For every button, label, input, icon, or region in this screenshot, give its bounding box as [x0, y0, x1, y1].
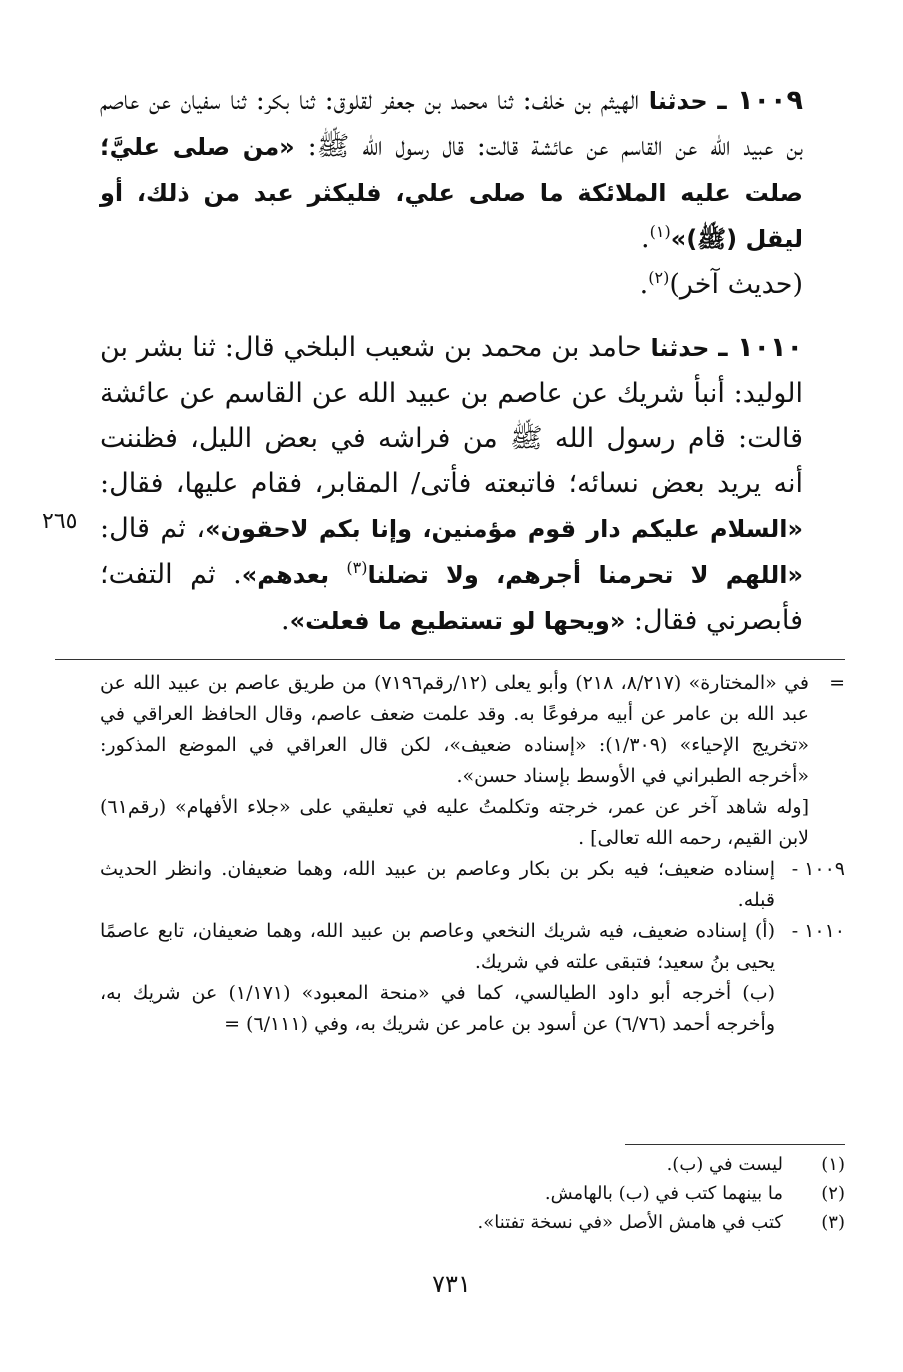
note-text: في «المختارة» (٨/٢١٧، ٢١٨) وأبو يعلى (١٢/رقم٧١٩٦) من طريق عاصم بن عبيد الله عن عبد الله بن عامر عن أبيه مرفوعًا به. وقد علمت ضعف عاصم، وقال الحافظ العراقي في «تخريج الإحياء» (١/٣٠٩): «إسناده ضعيف»، لكن قال العراقي في الموضع المذكور: «أخرجه الطبراني في الأوسط بإسناد حسن».	[100, 672, 809, 787]
narration-text: . ثم التفت؛ فأبصرني فقال:	[100, 559, 803, 636]
period: .	[281, 605, 290, 636]
footnote	[100, 1208, 845, 1237]
period: .	[641, 223, 650, 254]
narration-text: ، ثم قال:	[100, 513, 206, 544]
manuscript-page-marker: ٢٦٥	[42, 509, 78, 534]
hadith-quote: بعدهم»	[241, 561, 347, 589]
footnote	[100, 1179, 845, 1208]
note-label: ١٠١٠ -	[791, 920, 845, 942]
isnad-text: الهيثم بن خلف: ثنا محمد بن جعفر لقلوق: ثنا بكر: ثنا سفيان عن عاصم بن عبيد الله عن القاسم عن عائشة قالت: قال رسول الله ﷺ:	[100, 85, 804, 162]
note-label: ١٠٠٩ -	[791, 858, 845, 880]
hadith-quote: «ويحها لو تستطيع ما فعلت»	[289, 607, 626, 635]
footnote-number: (١)	[821, 1154, 845, 1175]
footnote-ref: (٣)	[346, 558, 368, 577]
footnote-text: كتب في هامش الأصل «في نسخة تفتنا».	[477, 1212, 783, 1233]
notes-divider	[55, 659, 845, 660]
note-1009	[100, 854, 845, 916]
period: .	[639, 269, 649, 300]
isnad-text: حامد بن محمد بن شعيب البلخي قال: ثنا بشر بن الوليد: أنبأ شريك عن عاصم بن عبيد الله عن القاسم عن عائشة قالت: قام رسول الله ﷺ من فراشه في بعض الليل، فظننت أنه يريد بعض نسائه؛ فاتبعته فأتى/ المقابر، فقام عليها، فقال:	[100, 332, 803, 499]
page-number: ٧٣١	[432, 1270, 471, 1298]
hadith-quote: «السلام عليكم دار قوم مؤمنين، وإنا بكم لاحقون»	[205, 515, 803, 543]
footnote-ref: (١)	[649, 222, 671, 241]
hadith-number: ١٠٠٩ ـ	[717, 85, 803, 116]
note-text: إسناده ضعيف؛ فيه بكر بن بكار وعاصم بن عبيد الله، وهما ضعيفان. وانظر الحديث قبله.	[100, 858, 775, 911]
continued-note	[100, 668, 845, 792]
footnote-number: (٢)	[821, 1183, 845, 1204]
footnote	[100, 1150, 845, 1179]
note-1010	[100, 916, 845, 978]
haddathana: حدثنا	[648, 87, 708, 115]
continuation-marker: =	[829, 672, 845, 694]
note-text: (أ) إسناده ضعيف، فيه شريك النخعي وعاصم بن عبيد الله، وهما ضعيفان، تابع عاصمًا يحيى بنُ سعيد؛ فتبقى علته في شريك.	[100, 920, 775, 973]
footnote-text: ما بينهما كتب في (ب) بالهامش.	[544, 1183, 783, 1204]
hadith-quote: «من صلى عليَّ؛ صلت عليه الملائكة ما صلى علي، فليكثر عبد من ذلك، أو ليقل (ﷺ)»	[100, 133, 803, 253]
main-text	[100, 78, 845, 644]
other-hadith-line	[100, 262, 845, 307]
footnotes-divider	[625, 1144, 845, 1145]
footnote-number: (٣)	[821, 1212, 845, 1233]
footnote-ref: (٢)	[648, 268, 670, 287]
hadith-number: ١٠١٠ ـ	[718, 332, 803, 363]
haddathana: حدثنا	[650, 334, 710, 362]
other-hadith: (حديث آخر)	[669, 269, 803, 300]
hadith-1009	[100, 78, 845, 262]
note-text: (ب) أخرجه أبو داود الطيالسي، كما في «منحة المعبود» (١/١٧١) عن شريك به، وأخرجه أحمد (٦/٧٦) عن أسود بن عامر عن شريك به، وفي (٦/١١١) =	[100, 982, 775, 1035]
footnote-text: ليست في (ب).	[666, 1154, 783, 1175]
footnotes	[100, 1150, 845, 1237]
hadith-1010	[100, 325, 845, 644]
hadith-quote: «اللهم لا تحرمنا أجرهم، ولا تضلنا	[367, 561, 803, 589]
note-text: [وله شاهد آخر عن عمر، خرجته وتكلمتُ عليه في تعليقي على «جلاء الأفهام» (رقم٦١) لابن القيم، رحمه الله تعالى] .	[100, 796, 809, 849]
commentary-notes	[100, 668, 845, 1040]
